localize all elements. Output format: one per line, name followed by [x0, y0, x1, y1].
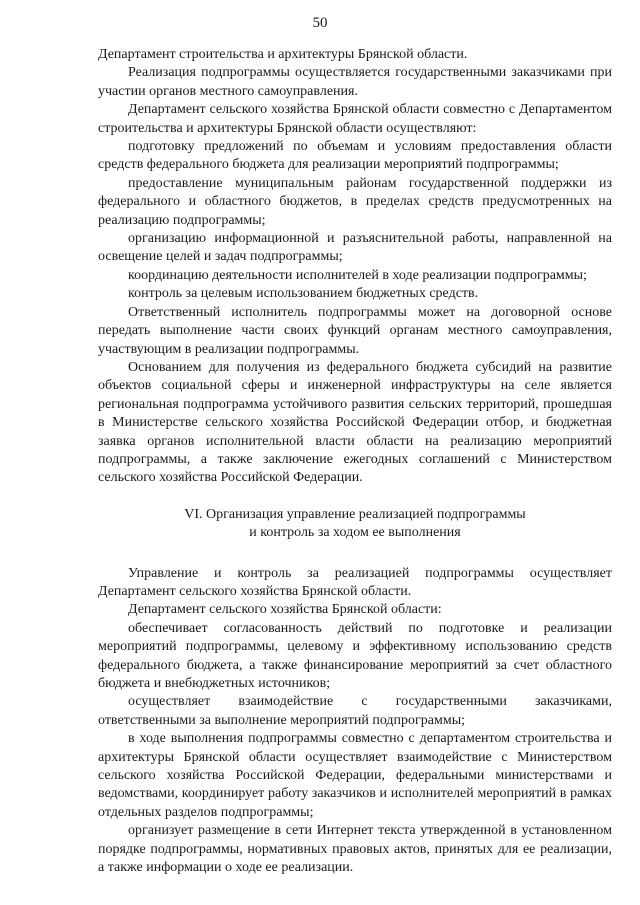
paragraph: обеспечивает согласованность действий по подготовке и реализации мероприятий подпрограммы, целевому и эффективному использованию средств федерального бюджета, а также финансирование мероприятий за счет областного бюджета и внебюджетных источников;: [98, 620, 612, 691]
paragraph: Департамент строительства и архитектуры Брянской области.: [98, 47, 468, 62]
paragraph: Реализация подпрограммы осуществляется государственными заказчиками при участии органов местного самоуправления.: [98, 65, 612, 99]
document-body: [98, 46, 612, 877]
paragraph: Ответственный исполнитель подпрограммы может на договорной основе передать выполнение части своих функций органам местного самоуправления, участвующим в реализации подпрограммы.: [98, 304, 612, 357]
paragraph: подготовку предложений по объемам и условиям предоставления области средств федерального бюджета для реализации мероприятий подпрограммы;: [98, 139, 612, 173]
section-heading-line-1: VI. Организация управление реализацией подпрограммы: [184, 506, 526, 522]
paragraph: контроль за целевым использованием бюджетных средств.: [128, 286, 479, 302]
paragraph: координацию деятельности исполнителей в ходе реализации подпрограммы;: [128, 267, 587, 283]
paragraph: предоставление муниципальным районам государственной поддержки из федерального и областного бюджетов, в пределах средств предусмотренных на реализацию подпрограммы;: [98, 175, 612, 228]
section-text-before: [98, 46, 612, 488]
paragraph: Основанием для получения из федерального бюджета субсидий на развитие объектов социальной сферы и инженерной инфраструктуры на селе является региональная подпрограмма устойчивого развития сельских территорий, прошедшая в Министерстве сельского хозяйства Российской Федерации отбор, и бюджетная заявка органов исполнительной власти области на реализацию мероприятий подпрограммы, а также заключение ежегодных соглашений с Министерством сельского хозяйства Российской Федерации.: [98, 359, 612, 486]
section-text-after: [98, 565, 612, 878]
paragraph: организует размещение в сети Интернет текста утвержденной в установленном порядке подпрограммы, нормативных правовых актов, принятых для ее реализации, а также информации о ходе ее реализации.: [98, 823, 612, 876]
paragraph: Департамент сельского хозяйства Брянской области:: [128, 602, 442, 618]
paragraph: организацию информационной и разъяснительной работы, направленной на освещение целей и задач подпрограммы;: [98, 231, 612, 265]
section-heading-line-2: и контроль за ходом ее выполнения: [249, 525, 461, 541]
page-number: 50: [312, 15, 328, 31]
paragraph: Департамент сельского хозяйства Брянской области совместно с Департаментом строительства и архитектуры Брянской области осуществляют:: [98, 102, 612, 136]
section-heading: [98, 506, 612, 543]
paragraph: Управление и контроль за реализацией подпрограммы осуществляет Департамент сельского хозяйства Брянской области.: [98, 565, 612, 599]
paragraph: в ходе выполнения подпрограммы совместно с департаментом строительства и архитектуры Брянской области осуществляет взаимодействие с Министерством сельского хозяйства Российской Федерации, федеральными министерствами и ведомствами, координирует работу заказчиков и исполнителей мероприятий в рамках отдельных разделов подпрограммы;: [98, 731, 612, 820]
paragraph: осуществляет взаимодействие с государственными заказчиками, ответственными за выполнение мероприятий подпрограммы;: [98, 694, 612, 728]
